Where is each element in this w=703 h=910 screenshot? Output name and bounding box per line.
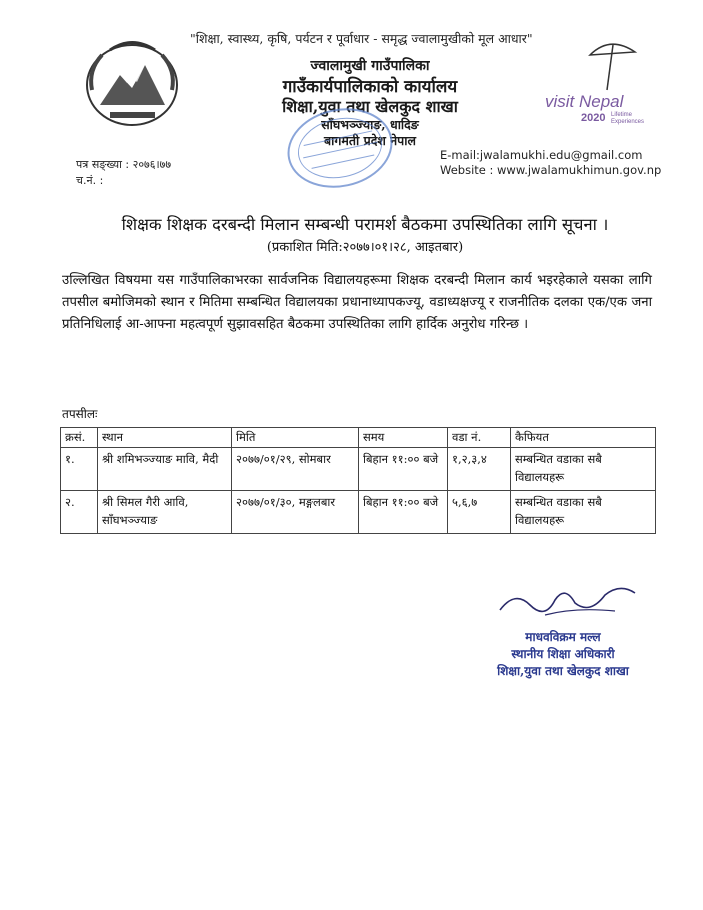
cell-ward: १,२,३,४	[448, 448, 511, 491]
cell-date: २०७७/०१/२९, सोमबार	[232, 448, 359, 491]
table-row	[61, 448, 656, 491]
org-section: शिक्षा,युवा तथा खेलकुद शाखा	[282, 97, 458, 116]
org-address: साँघभञ्ज्याङ, धादिङ	[321, 117, 419, 132]
cell-remarks: सम्बन्धित वडाका सबै विद्यालयहरू	[511, 448, 656, 491]
notice-date: (प्रकाशित मिति:२०७७।०१।२८, आइतबार)	[266, 240, 464, 255]
col-venue: स्थान	[98, 428, 232, 448]
nepal-emblem-icon	[80, 30, 185, 130]
col-sn: क्रसं.	[61, 428, 98, 448]
contact-email: E-mail:jwalamukhi.edu@gmail.com	[440, 148, 643, 162]
notice-body: उल्लिखित विषयमा यस गाउँपालिकाभरका सार्वजनिक विद्यालयहरूमा शिक्षक दरबन्दी मिलान कार्य भइरहेकाले यसका लागि तपसील बमोजिमको स्थान र मितिमा सम्बन्धित विद्यालयका प्रधानाध्यापकज्यू, वडाध्यक्षज्यू र राजनीतिक दलका एक/एक जना प्रतिनिधिलाई आ-आफ्ना महत्वपूर्ण सुझावसहित बैठकमा उपस्थितिका लागि हार्दिक अनुरोध गरिन्छ ।	[62, 273, 652, 332]
notice-title: शिक्षक शिक्षक दरबन्दी मिलान सम्बन्धी परामर्श बैठकमा उपस्थितिका लागि सूचना ।	[121, 215, 609, 234]
details-label: तपसीलः	[62, 407, 98, 421]
cell-sn: १.	[61, 448, 98, 491]
org-municipality: ज्वालामुखी गाउँपालिका	[310, 58, 430, 74]
cell-sn: २.	[61, 491, 98, 534]
cell-time: बिहान ११:०० बजे	[359, 491, 448, 534]
visit-nepal-logo	[545, 30, 665, 130]
org-province: बागमती प्रदेश नेपाल	[324, 133, 416, 148]
contact-website: Website : www.jwalamukhimun.gov.np	[440, 163, 662, 177]
office-stamp-icon	[280, 100, 400, 195]
officer-section: शिक्षा,युवा तथा खेलकुद शाखा	[497, 664, 629, 678]
visit-nepal-text: visit Nepal	[545, 92, 624, 111]
table-header-row	[61, 428, 656, 448]
schedule-table	[60, 427, 656, 534]
table-row	[61, 491, 656, 534]
col-ward: वडा नं.	[448, 428, 511, 448]
cell-remarks: सम्बन्धित वडाका सबै विद्यालयहरू	[511, 491, 656, 534]
dispatch-number: च.नं. :	[76, 174, 104, 187]
umbrella-icon	[545, 30, 665, 100]
officer-name: माधवविक्रम मल्ल	[525, 630, 601, 644]
org-office: गाउँकार्यपालिकाको कार्यालय	[282, 77, 458, 97]
cell-ward: ५,६,७	[448, 491, 511, 534]
cell-time: बिहान ११:०० बजे	[359, 448, 448, 491]
cell-venue: श्री सिमल गैरी आवि, साँघभञ्ज्याङ	[98, 491, 232, 534]
handwritten-signature	[495, 575, 645, 620]
cell-venue: श्री शमिभञ्ज्याङ मावि, मैदी	[98, 448, 232, 491]
officer-designation: स्थानीय शिक्षा अधिकारी	[511, 647, 615, 661]
col-date: मिति	[232, 428, 359, 448]
cell-date: २०७७/०१/३०, मङ्गलबार	[232, 491, 359, 534]
col-time: समय	[359, 428, 448, 448]
col-remarks: कैफियत	[511, 428, 656, 448]
visit-nepal-tagline: Lifetime Experiences	[611, 112, 645, 125]
visit-nepal-year: 2020	[581, 112, 606, 124]
reference-number: पत्र सङ्ख्या : २०७६।७७	[76, 158, 172, 171]
header-motto: "शिक्षा, स्वास्थ्य, कृषि, पर्यटन र पूर्वाधार - समृद्ध ज्वालामुखीको मूल आधार"	[190, 31, 533, 46]
